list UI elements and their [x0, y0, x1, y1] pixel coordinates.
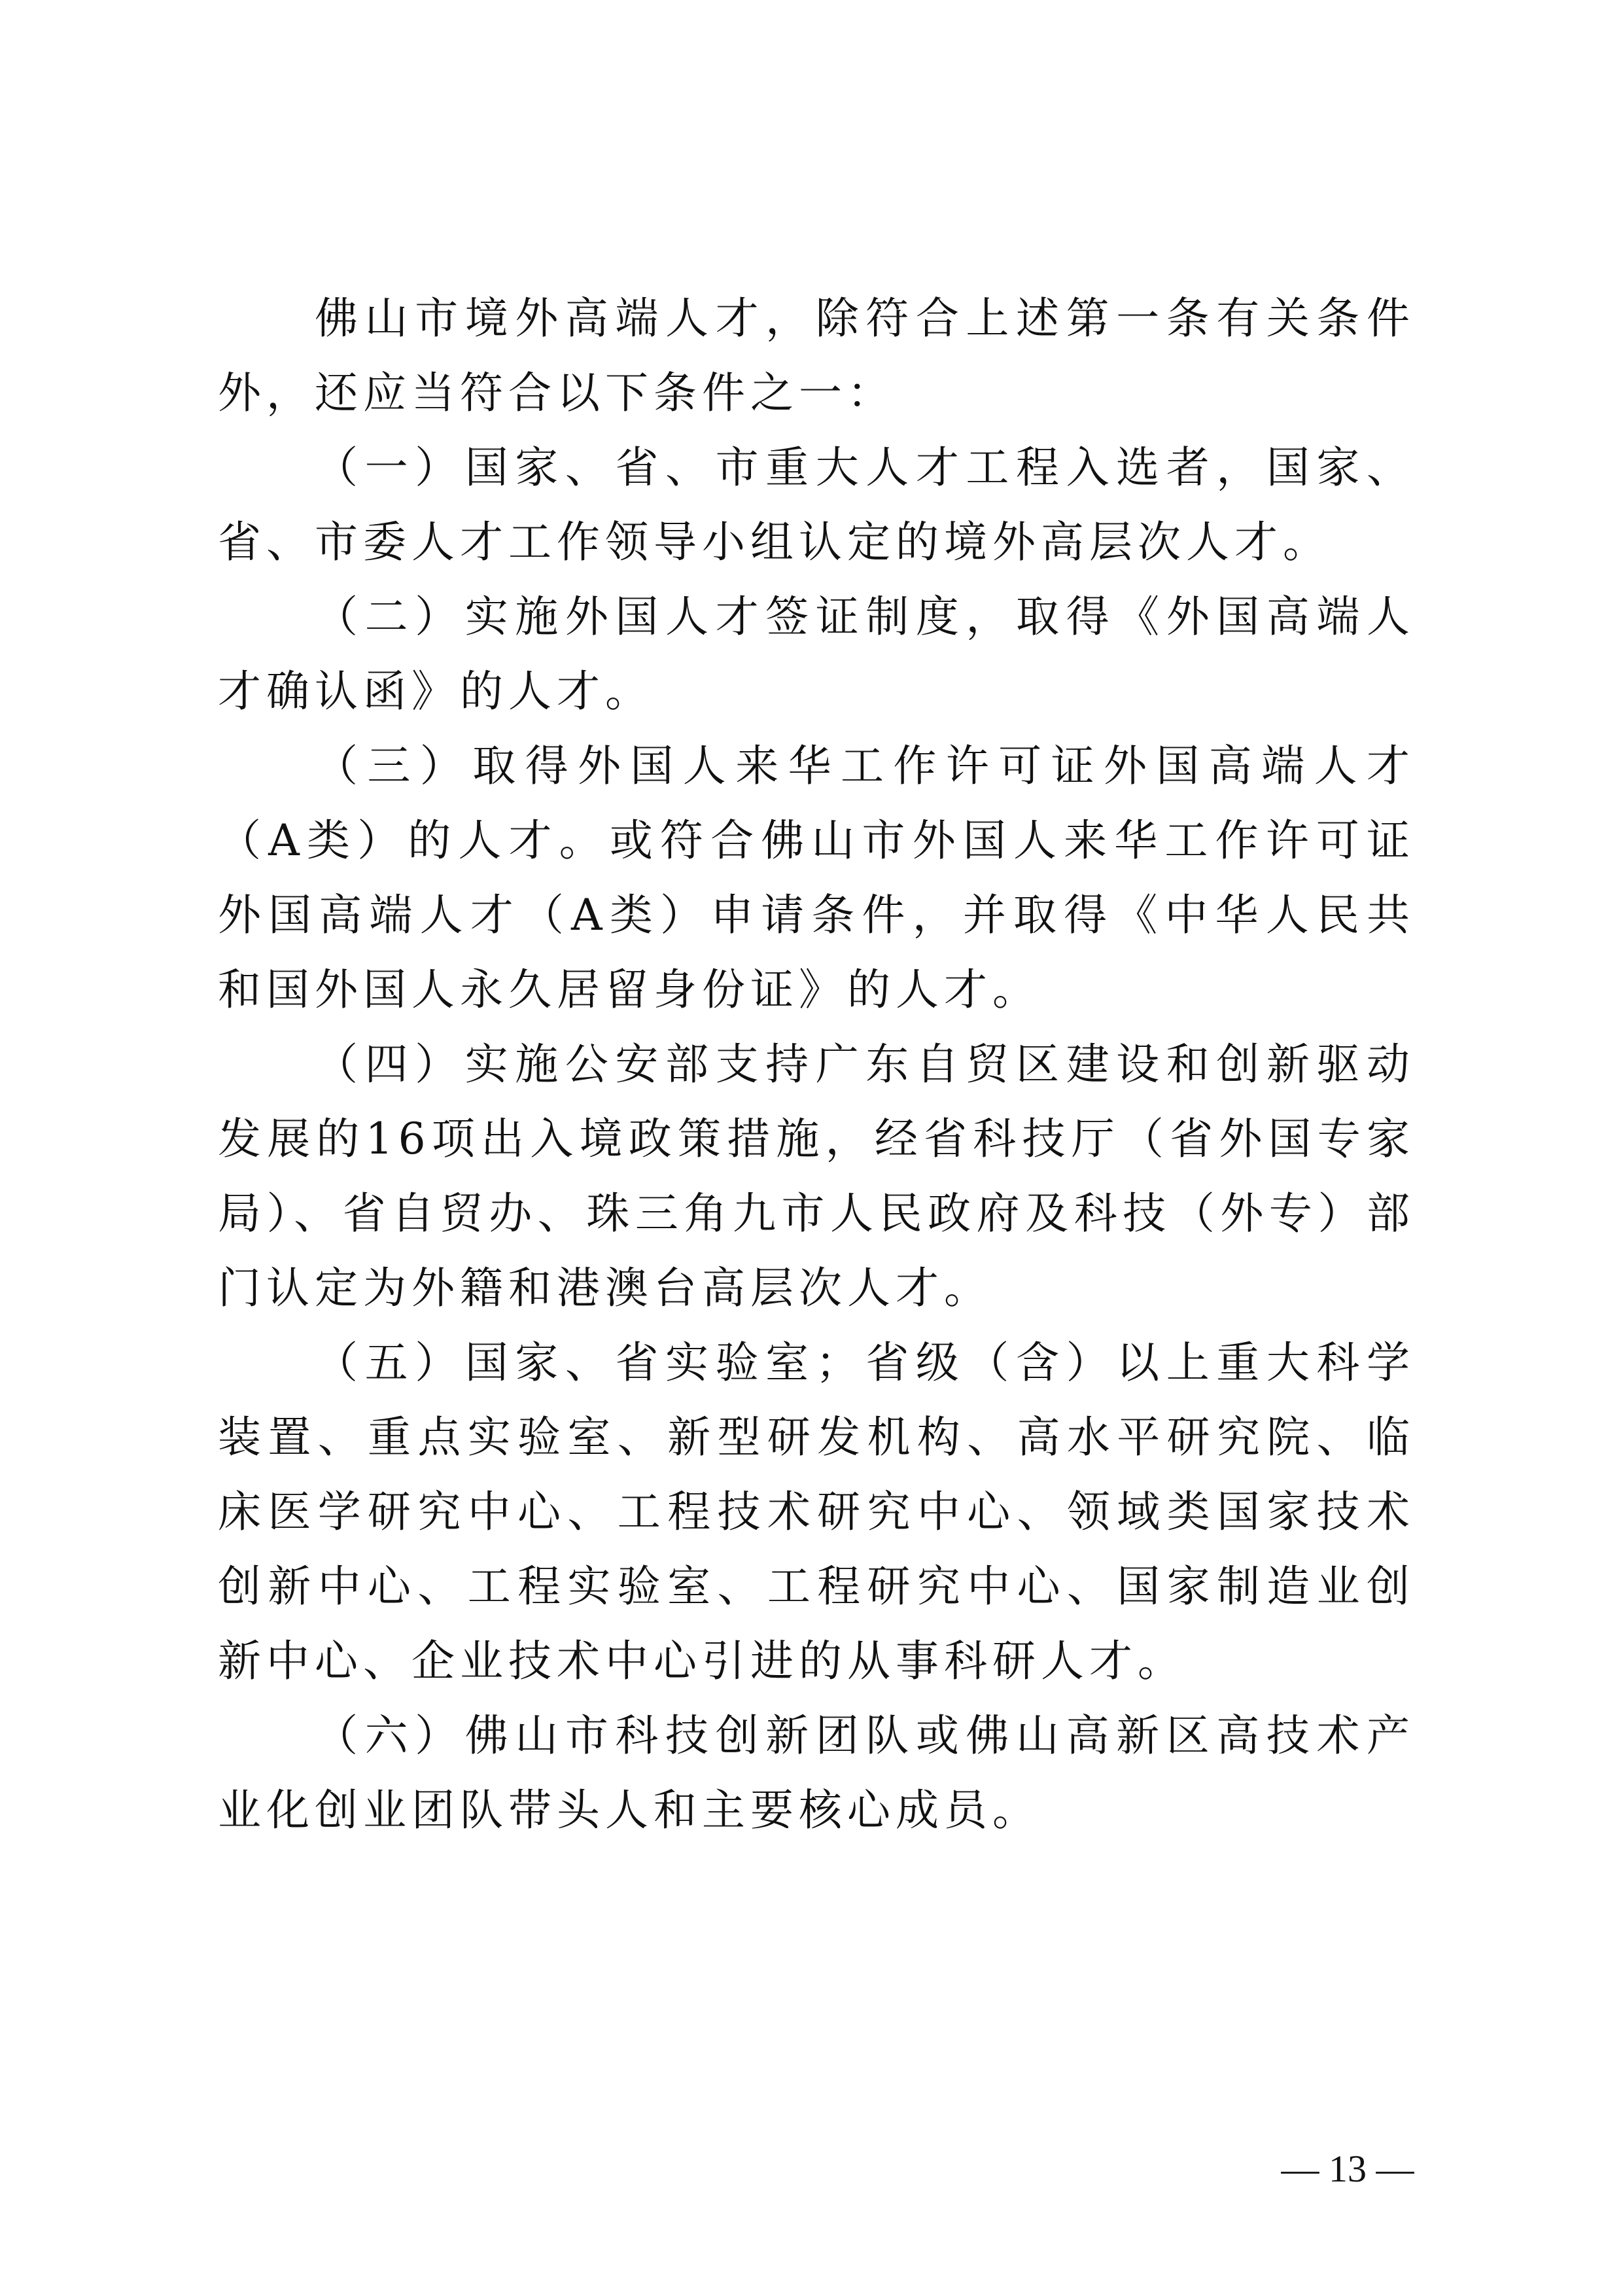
paragraph-item-1: （一）国家、省、市重大人才工程入选者，国家、省、市委人才工作领导小组认定的境外高层次人才。 — [218, 442, 1415, 567]
paragraph-item-6: （六）佛山市科技创新团队或佛山高新区高技术产业化创业团队带头人和主要核心成员。 — [218, 1710, 1415, 1835]
page-number: — 13 — — [1281, 2147, 1414, 2190]
paragraph-item-5: （五）国家、省实验室；省级（含）以上重大科学装置、重点实验室、新型研发机构、高水平研究院、临床医学研究中心、工程技术研究中心、领域类国家技术创新中心、工程实验室、工程研究中心、国家制造业创新中心、企业技术中心引进的从事科研人才。 — [218, 1337, 1415, 1686]
paragraph-item-4: （四）实施公安部支持广东自贸区建设和创新驱动发展的16项出入境政策措施，经省科技厅（省外国专家局）、省自贸办、珠三角九市人民政府及科技（外专）部门认定为外籍和港澳台高层次人才。 — [218, 1039, 1415, 1313]
document-body — [218, 281, 1415, 1848]
paragraph-item-3: （三）取得外国人来华工作许可证外国高端人才（A类）的人才。或符合佛山市外国人来华工作许可证外国高端人才（A类）申请条件，并取得《中华人民共和国外国人永久居留身份证》的人才。 — [218, 741, 1415, 1015]
paragraph-item-2: （二）实施外国人才签证制度，取得《外国高端人才确认函》的人才。 — [218, 592, 1415, 716]
paragraph-intro: 佛山市境外高端人才，除符合上述第一条有关条件外，还应当符合以下条件之一： — [218, 293, 1415, 418]
